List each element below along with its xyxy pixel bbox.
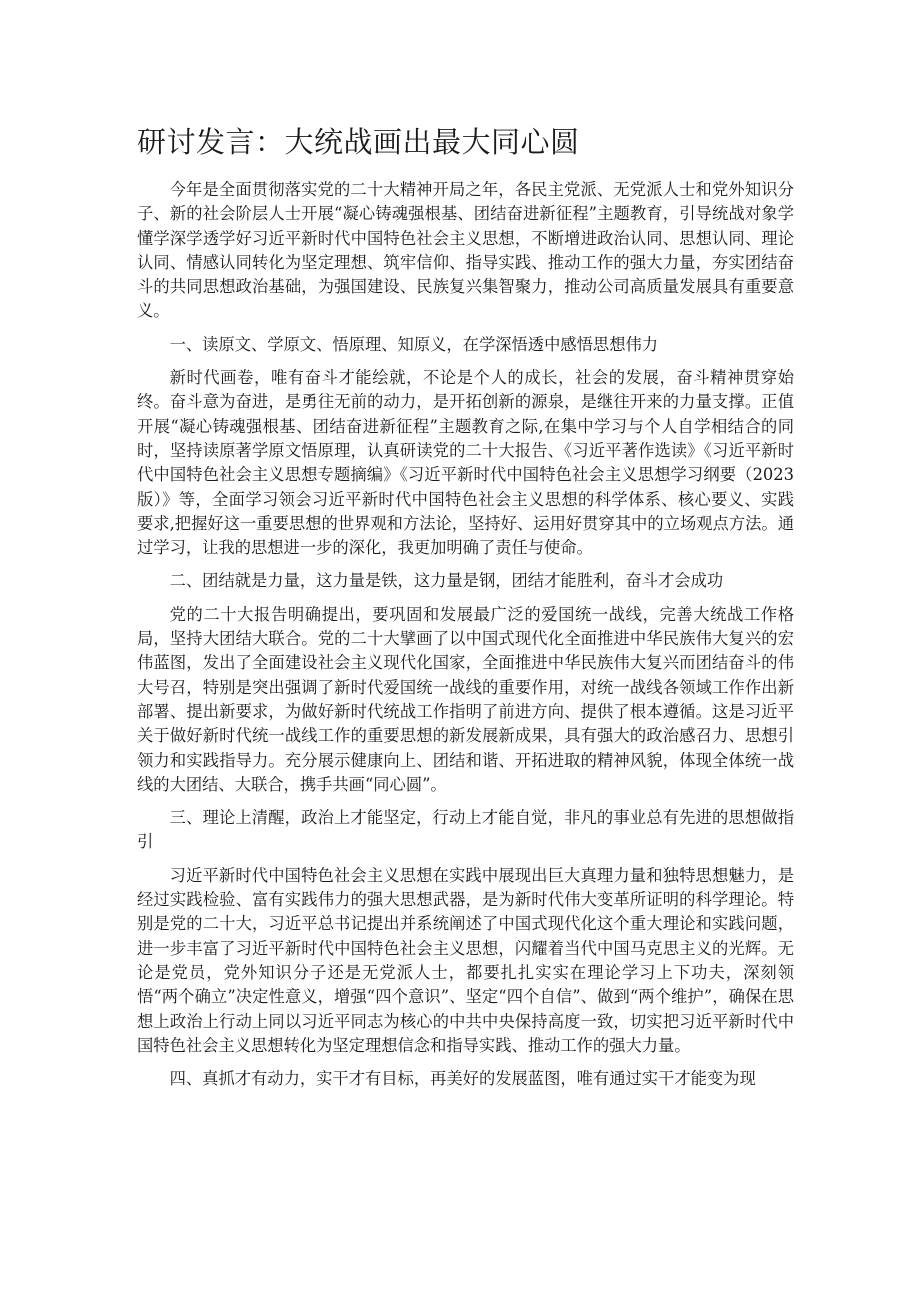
intro-paragraph: 今年是全面贯彻落实党的二十大精神开局之年，各民主党派、无党派人士和党外知识分子、新的社会阶层人士开展“凝心铸魂强根基、团结奋进新征程”主题教育，引导统战对象学懂学深学透学好习近平新时代中国特色社会主义思想，不断增进政治认同、思想认同、理论认同、情感认同转化为坚定理想、筑牢信仰、指导实践、推动工作的强大力量，夯实团结奋斗的共同思想政治基础，为强国建设、民族复兴集智聚力，推动公司高质量发展具有重要意义。: [137, 180, 794, 321]
section-heading-2: 二、团结就是力量，这力量是铁，这力量是钢，团结才能胜利，奋斗才会成功: [169, 571, 724, 591]
section-paragraph-2: 党的二十大报告明确提出，要巩固和发展最广泛的爱国统一战线，完善大统战工作格局，坚持大团结大联合。党的二十大擘画了以中国式现代化全面推进中华民族伟大复兴的宏伟蓝图，发出了全面建设社会主义现代化国家，全面推进中华民族伟大复兴而团结奋斗的伟大号召，特别是突出强调了新时代爱国统一战线的重要作用，对统一战线各领域工作作出新部署、提出新要求，为做好新时代统战工作指明了前进方向、提供了根本遵循。这是习近平关于做好新时代统一战线工作的重要思想的新发展新成果，具有强大的政治感召力、思想引领力和实践指导力。充分展示健康向上、团结和谐、开拓进取的精神风貌，体现全体统一战线的大团结、大联合，携手共画“同心圆”。: [137, 604, 794, 794]
section-heading-1: 一、读原文、学原文、悟原理、知原义，在学深悟透中感悟思想伟力: [169, 334, 659, 354]
document-title: 研讨发言：大统战画出最大同心圆: [137, 125, 580, 159]
section-heading-3: 三、理论上清醒，政治上才能坚定，行动上才能自觉，非凡的事业总有先进的思想做指引: [137, 808, 794, 852]
section-paragraph-1: 新时代画卷，唯有奋斗才能绘就，不论是个人的成长，社会的发展，奋斗精神贯穿始终。奋斗意为奋进，是勇往无前的动力，是开拓创新的源泉，是继往开来的力量支撑。正值开展“凝心铸魂强根基、团结奋进新征程”主题教育之际,在集中学习与个人自学相结合的同时，坚持读原著学原文悟原理，认真研读党的二十大报告、《习近平著作选读》《习近平新时代中国特色社会主义思想专题摘编》《习近平新时代中国特色社会主义思想学习纲要（2023版）》等，全面学习领会习近平新时代中国特色社会主义思想的科学体系、核心要义、实践要求,把握好这一重要思想的世界观和方法论，坚持好、运用好贯穿其中的立场观点方法。通过学习，让我的思想进一步的深化，我更加明确了责任与使命。: [137, 368, 794, 558]
document-body: [137, 178, 794, 1100]
section-heading-4: 四、真抓才有动力，实干才有目标，再美好的发展蓝图，唯有通过实干才能变为现: [169, 1069, 756, 1089]
section-paragraph-3: 习近平新时代中国特色社会主义思想在实践中展现出巨大真理力量和独特思想魅力，是经过实践检验、富有实践伟力的强大思想武器，是为新时代伟大变革所证明的科学理论。特别是党的二十大，习近平总书记提出并系统阐述了中国式现代化这个重大理论和实践问题，进一步丰富了习近平新时代中国特色社会主义思想，闪耀着当代中国马克思主义的光辉。无论是党员，党外知识分子还是无党派人士，都要扎扎实实在理论学习上下功夫，深刻领悟“两个确立”决定性意义，增强“四个意识”、坚定“四个自信”、做到“两个维护”，确保在思想上政治上行动上同以习近平同志为核心的中共中央保持高度一致，切实把习近平新时代中国特色社会主义思想转化为坚定理想信念和指导实践、推动工作的强大力量。: [137, 865, 794, 1055]
